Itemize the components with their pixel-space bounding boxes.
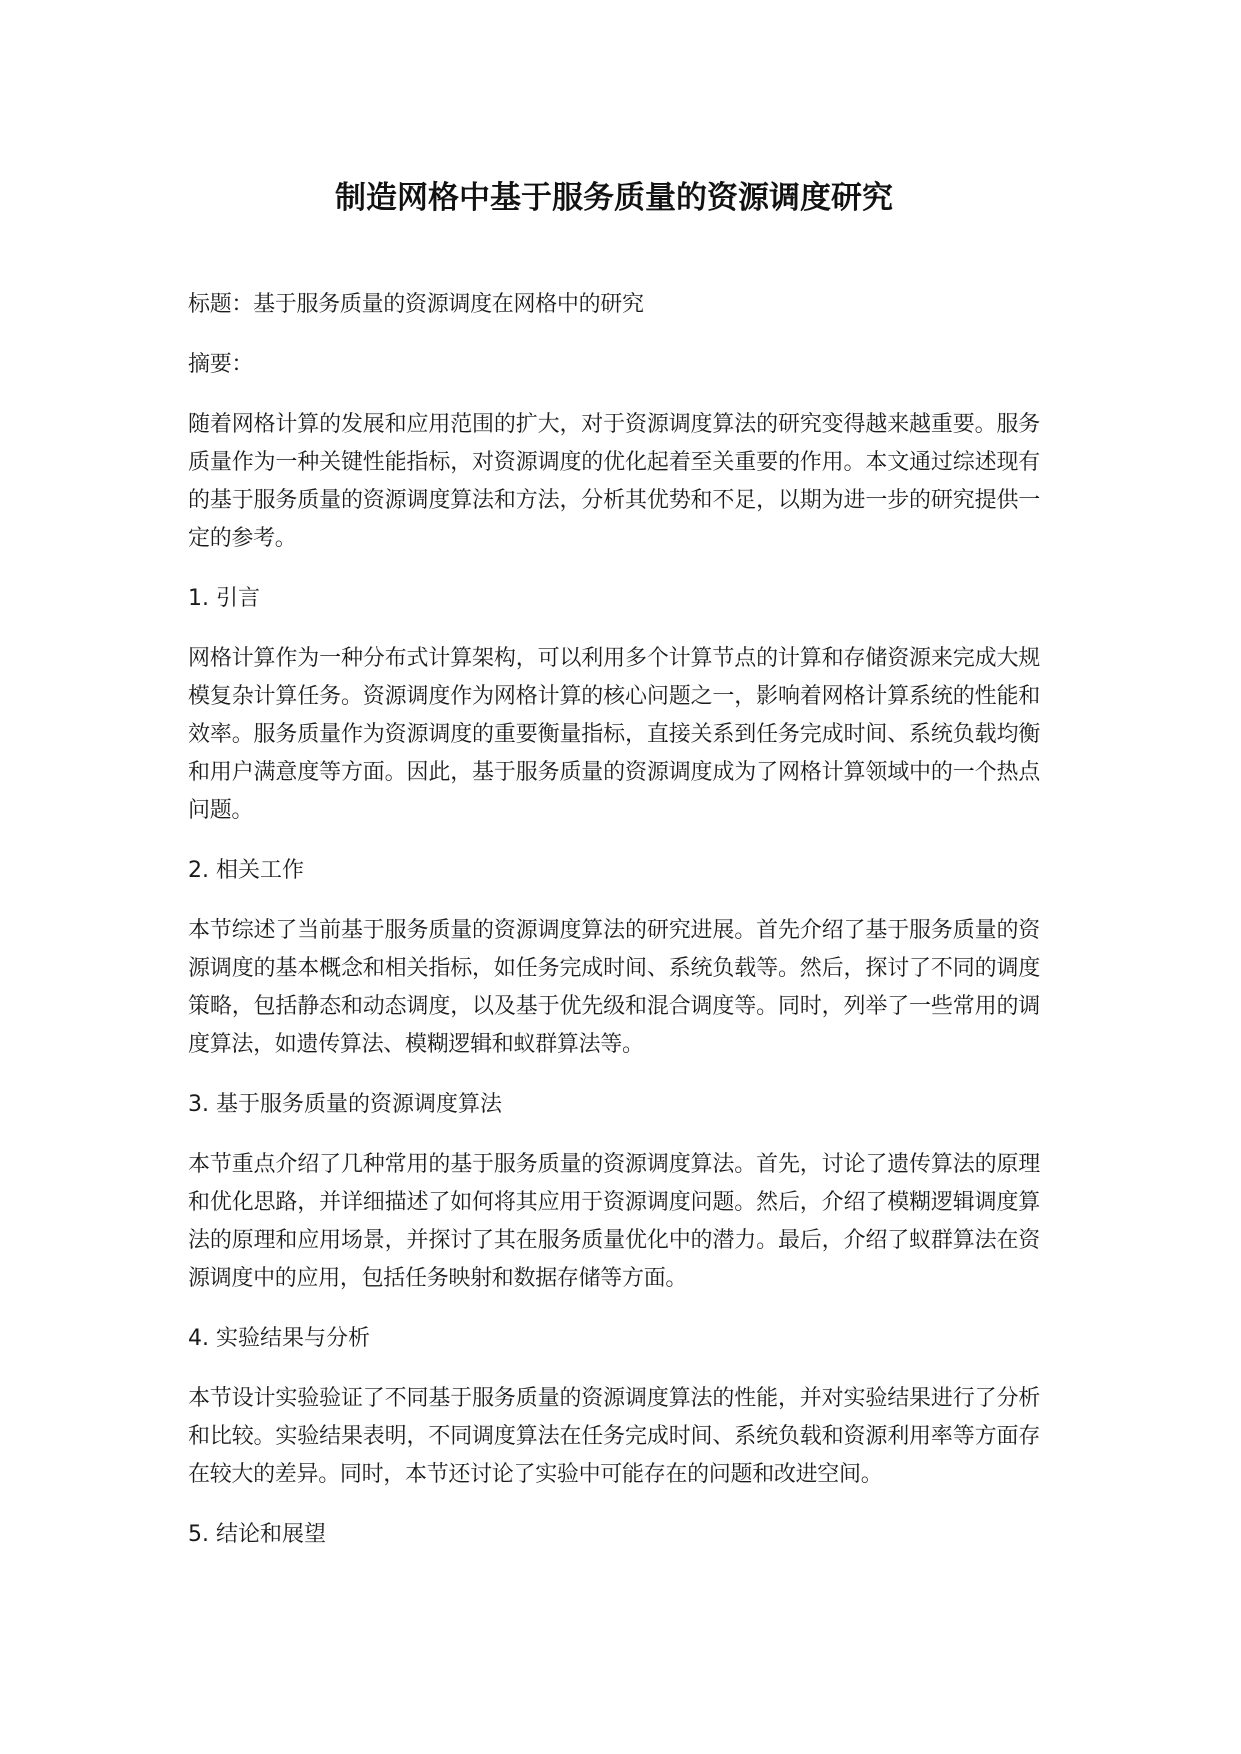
section-text-1: 网格计算作为一种分布式计算架构，可以利用多个计算节点的计算和存储资源来完成大规模复杂计算任务。资源调度作为网格计算的核心问题之一，影响着网格计算系统的性能和效率。服务质量作为资源调度的重要衡量指标，直接关系到任务完成时间、系统负载均衡和用户满意度等方面。因此，基于服务质量的资源调度成为了网格计算领域中的一个热点问题。 — [188, 646, 1040, 823]
section-heading-2: 2. 相关工作 — [188, 858, 304, 883]
document-title: 制造网格中基于服务质量的资源调度研究 — [335, 180, 893, 216]
section-text-3: 本节重点介绍了几种常用的基于服务质量的资源调度算法。首先，讨论了遗传算法的原理和优化思路，并详细描述了如何将其应用于资源调度问题。然后，介绍了模糊逻辑调度算法的原理和应用场景，并探讨了其在服务质量优化中的潜力。最后，介绍了蚁群算法在资源调度中的应用，包括任务映射和数据存储等方面。 — [188, 1152, 1040, 1291]
subtitle-line: 标题：基于服务质量的资源调度在网格中的研究 — [188, 292, 644, 317]
section-text-4: 本节设计实验验证了不同基于服务质量的资源调度算法的性能，并对实验结果进行了分析和比较。实验结果表明，不同调度算法在任务完成时间、系统负载和资源利用率等方面存在较大的差异。同时，本节还讨论了实验中可能存在的问题和改进空间。 — [188, 1386, 1040, 1487]
document-body — [188, 286, 1040, 1576]
section-heading-1: 1. 引言 — [188, 586, 260, 611]
section-heading-5: 5. 结论和展望 — [188, 1522, 326, 1547]
abstract-text: 随着网格计算的发展和应用范围的扩大，对于资源调度算法的研究变得越来越重要。服务质量作为一种关键性能指标，对资源调度的优化起着至关重要的作用。本文通过综述现有的基于服务质量的资源调度算法和方法，分析其优势和不足，以期为进一步的研究提供一定的参考。 — [188, 412, 1040, 551]
abstract-label: 摘要： — [188, 352, 254, 377]
section-text-2: 本节综述了当前基于服务质量的资源调度算法的研究进展。首先介绍了基于服务质量的资源调度的基本概念和相关指标，如任务完成时间、系统负载等。然后，探讨了不同的调度策略，包括静态和动态调度，以及基于优先级和混合调度等。同时，列举了一些常用的调度算法，如遗传算法、模糊逻辑和蚁群算法等。 — [188, 918, 1040, 1057]
section-heading-4: 4. 实验结果与分析 — [188, 1326, 370, 1351]
section-heading-3: 3. 基于服务质量的资源调度算法 — [188, 1092, 502, 1117]
